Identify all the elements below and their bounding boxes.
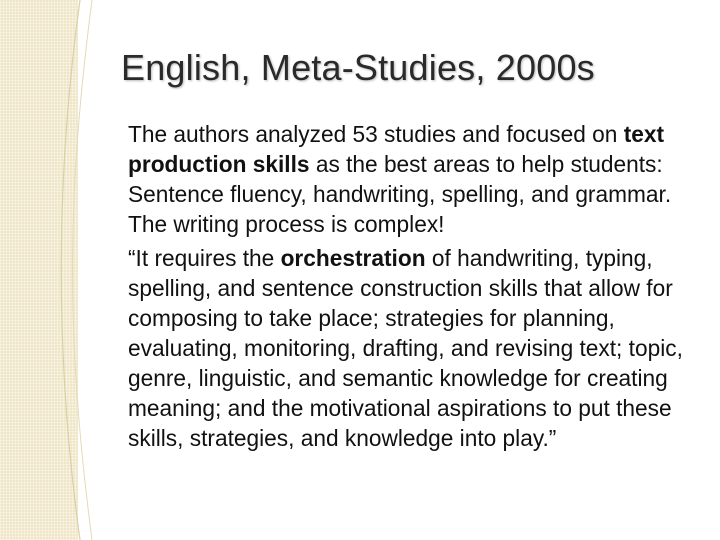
slide-title: English, Meta-Studies, 2000s [121, 47, 595, 88]
paragraph-1-bold-phrase: text production skills [128, 121, 665, 177]
paragraph-1-text-end: as the best areas to help students: Sentence fluency, handwriting, spelling, and grammar. The writing process is complex! [128, 151, 672, 237]
body-paragraph-1 [128, 119, 713, 239]
paragraph-2-text-start: “It requires the [128, 245, 281, 271]
paragraph-1-text-start: The authors analyzed 53 studies and focused on [128, 121, 624, 147]
slide-body [128, 119, 713, 540]
body-paragraph-2-quote [128, 243, 713, 453]
paragraph-2-text-end: of handwriting, typing, spelling, and sentence construction skills that allow for composing to take place; strategies for planning, evaluating, monitoring, drafting, and revising text; topic, genre, linguistic, and semantic knowledge for creating meaning; and the motivational aspirations to put these skills, strategies, and knowledge into play.” [128, 245, 683, 451]
paragraph-2-bold-word: orchestration [280, 245, 426, 271]
